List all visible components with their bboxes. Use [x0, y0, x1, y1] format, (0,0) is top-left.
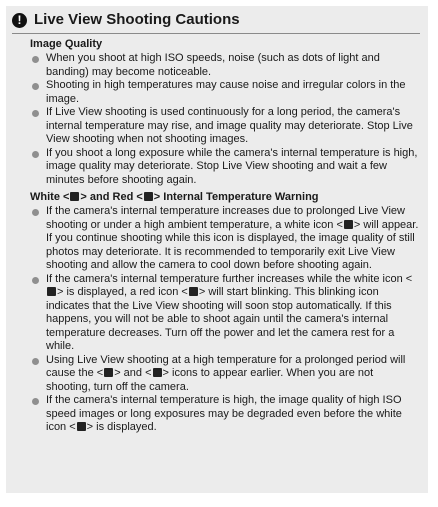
thermometer-white-icon	[70, 192, 79, 201]
heading-text: > and Red <	[80, 191, 143, 203]
thermometer-white-icon	[47, 287, 56, 296]
title-row	[12, 10, 420, 30]
page-title: Live View Shooting Cautions	[34, 11, 240, 28]
section-heading: Image Quality	[30, 38, 103, 50]
thermometer-white-icon	[344, 220, 353, 229]
item-text: If the camera's internal temperature further increases while the white icon <	[46, 272, 413, 285]
thermometer-white-icon	[77, 422, 86, 431]
item-text: > is displayed.	[86, 421, 157, 433]
item-text: Using Live View shooting at a high temperature for a prolonged period will cause the <	[46, 353, 406, 379]
list-item: If you shoot a long exposure while the camera's internal temperature is high, image quality may deteriorate. Stop Live View shooting and wait a few minutes before shooting again.	[30, 147, 420, 188]
section-image-quality	[30, 37, 420, 187]
thermometer-red-icon	[144, 192, 153, 201]
section-heading	[30, 190, 420, 204]
item-text: > will start blinking. This blinking icon indicates that the Live View shooting will soon stop automatically. If this happens, you will not be able to shoot again until the camera's internal temperature decreases. Turn off the power and let the camera rest for a while.	[46, 286, 395, 352]
item-text: > is displayed, a red icon <	[57, 286, 188, 298]
list-item	[30, 205, 420, 273]
thermometer-white-icon	[104, 368, 113, 377]
item-text: > and <	[114, 367, 152, 379]
item-text: > will appear. If you continue shooting while this icon is displayed, the image quality of still photos may deteriorate. It is recommended to temporarily exit Live View shooting and allow the camera to cool down before shooting again.	[46, 218, 419, 271]
bullet-list	[30, 205, 420, 435]
list-item: If Live View shooting is used continuously for a long period, the camera's internal temperature may rise, and image quality may deteriorate. Stop Live View shooting when not shooting images.	[30, 106, 420, 147]
thermometer-red-icon	[189, 287, 198, 296]
item-text: > icons to appear earlier. When you are not shooting, turn off the camera.	[46, 367, 374, 393]
heading-text: > Internal Temperature Warning	[153, 191, 319, 203]
item-text: If the camera's internal temperature is high, the image quality of high ISO speed images or long exposures may be degraded even before the white icon <	[46, 394, 402, 433]
list-item	[30, 273, 420, 354]
bullet-list	[30, 52, 420, 187]
divider	[12, 33, 420, 34]
manual-page	[6, 6, 428, 493]
list-item	[30, 394, 420, 435]
item-text: If the camera's internal temperature increases due to prolonged Live View shooting or under a high ambient temperature, a white icon <	[46, 205, 405, 231]
heading-text: White <	[30, 191, 70, 203]
section-temperature-warning	[30, 190, 420, 435]
list-item: When you shoot at high ISO speeds, noise (such as dots of light and banding) may become noticeable.	[30, 52, 420, 79]
list-item: Shooting in high temperatures may cause noise and irregular colors in the image.	[30, 79, 420, 106]
list-item	[30, 354, 420, 395]
thermometer-red-icon	[153, 368, 162, 377]
caution-icon: !	[12, 13, 27, 28]
